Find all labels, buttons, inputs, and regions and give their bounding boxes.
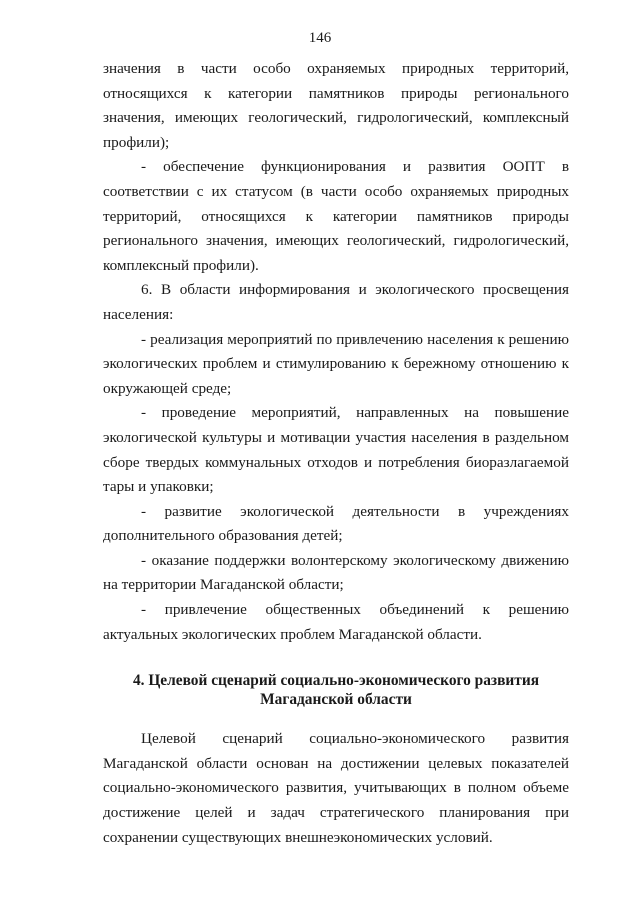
paragraph-bullet-culture: - проведение мероприятий, направленных на повышение экологической культуры и мотивации участия населения в раздельном сборе твердых коммунальных отходов и потребления биоразлагаемой тары и упаковки; (103, 404, 569, 496)
paragraph-target-scenario: Целевой сценарий социально-экономического развития Магаданской области основан на достижении целевых показателей социально-экономического развития, учитывающих в полном объеме достижение целей и задач стратегического планирования при сохранении существующих внешнеэкономических условий. (103, 730, 569, 846)
paragraph-bullet-oopt: - обеспечение функционирования и развития ООПТ в соответствии с их статусом (в части особо охраняемых природных территорий, относящихся к категории памятников природы регионального значения, имеющих геологический, гидрологический, комплексный профили). (103, 158, 569, 274)
paragraph-bullet-volunteer: - оказание поддержки волонтерскому экологическому движению на территории Магаданской области; (103, 551, 569, 594)
paragraph-bullet-education: - развитие экологической деятельности в учреждениях дополнительного образования детей; (103, 502, 569, 545)
page-number: 146 (308, 30, 332, 46)
document-body (103, 57, 569, 850)
paragraph-bullet-associations: - привлечение общественных объединений к решению актуальных экологических проблем Магаданской области. (103, 601, 569, 643)
paragraph-item-6: 6. В области информирования и экологического просвещения населения: (103, 281, 569, 323)
section-heading: 4. Целевой сценарий социально-экономического развития Магаданской области (132, 672, 540, 709)
paragraph-continuation: значения в части особо охраняемых природных территорий, относящихся к категории памятников природы регионального значения, имеющих геологический, гидрологический, комплексный профили); (103, 60, 569, 151)
paragraph-bullet-events: - реализация мероприятий по привлечению населения к решению экологических проблем и стимулированию к бережному отношению к окружающей среде; (103, 330, 569, 397)
